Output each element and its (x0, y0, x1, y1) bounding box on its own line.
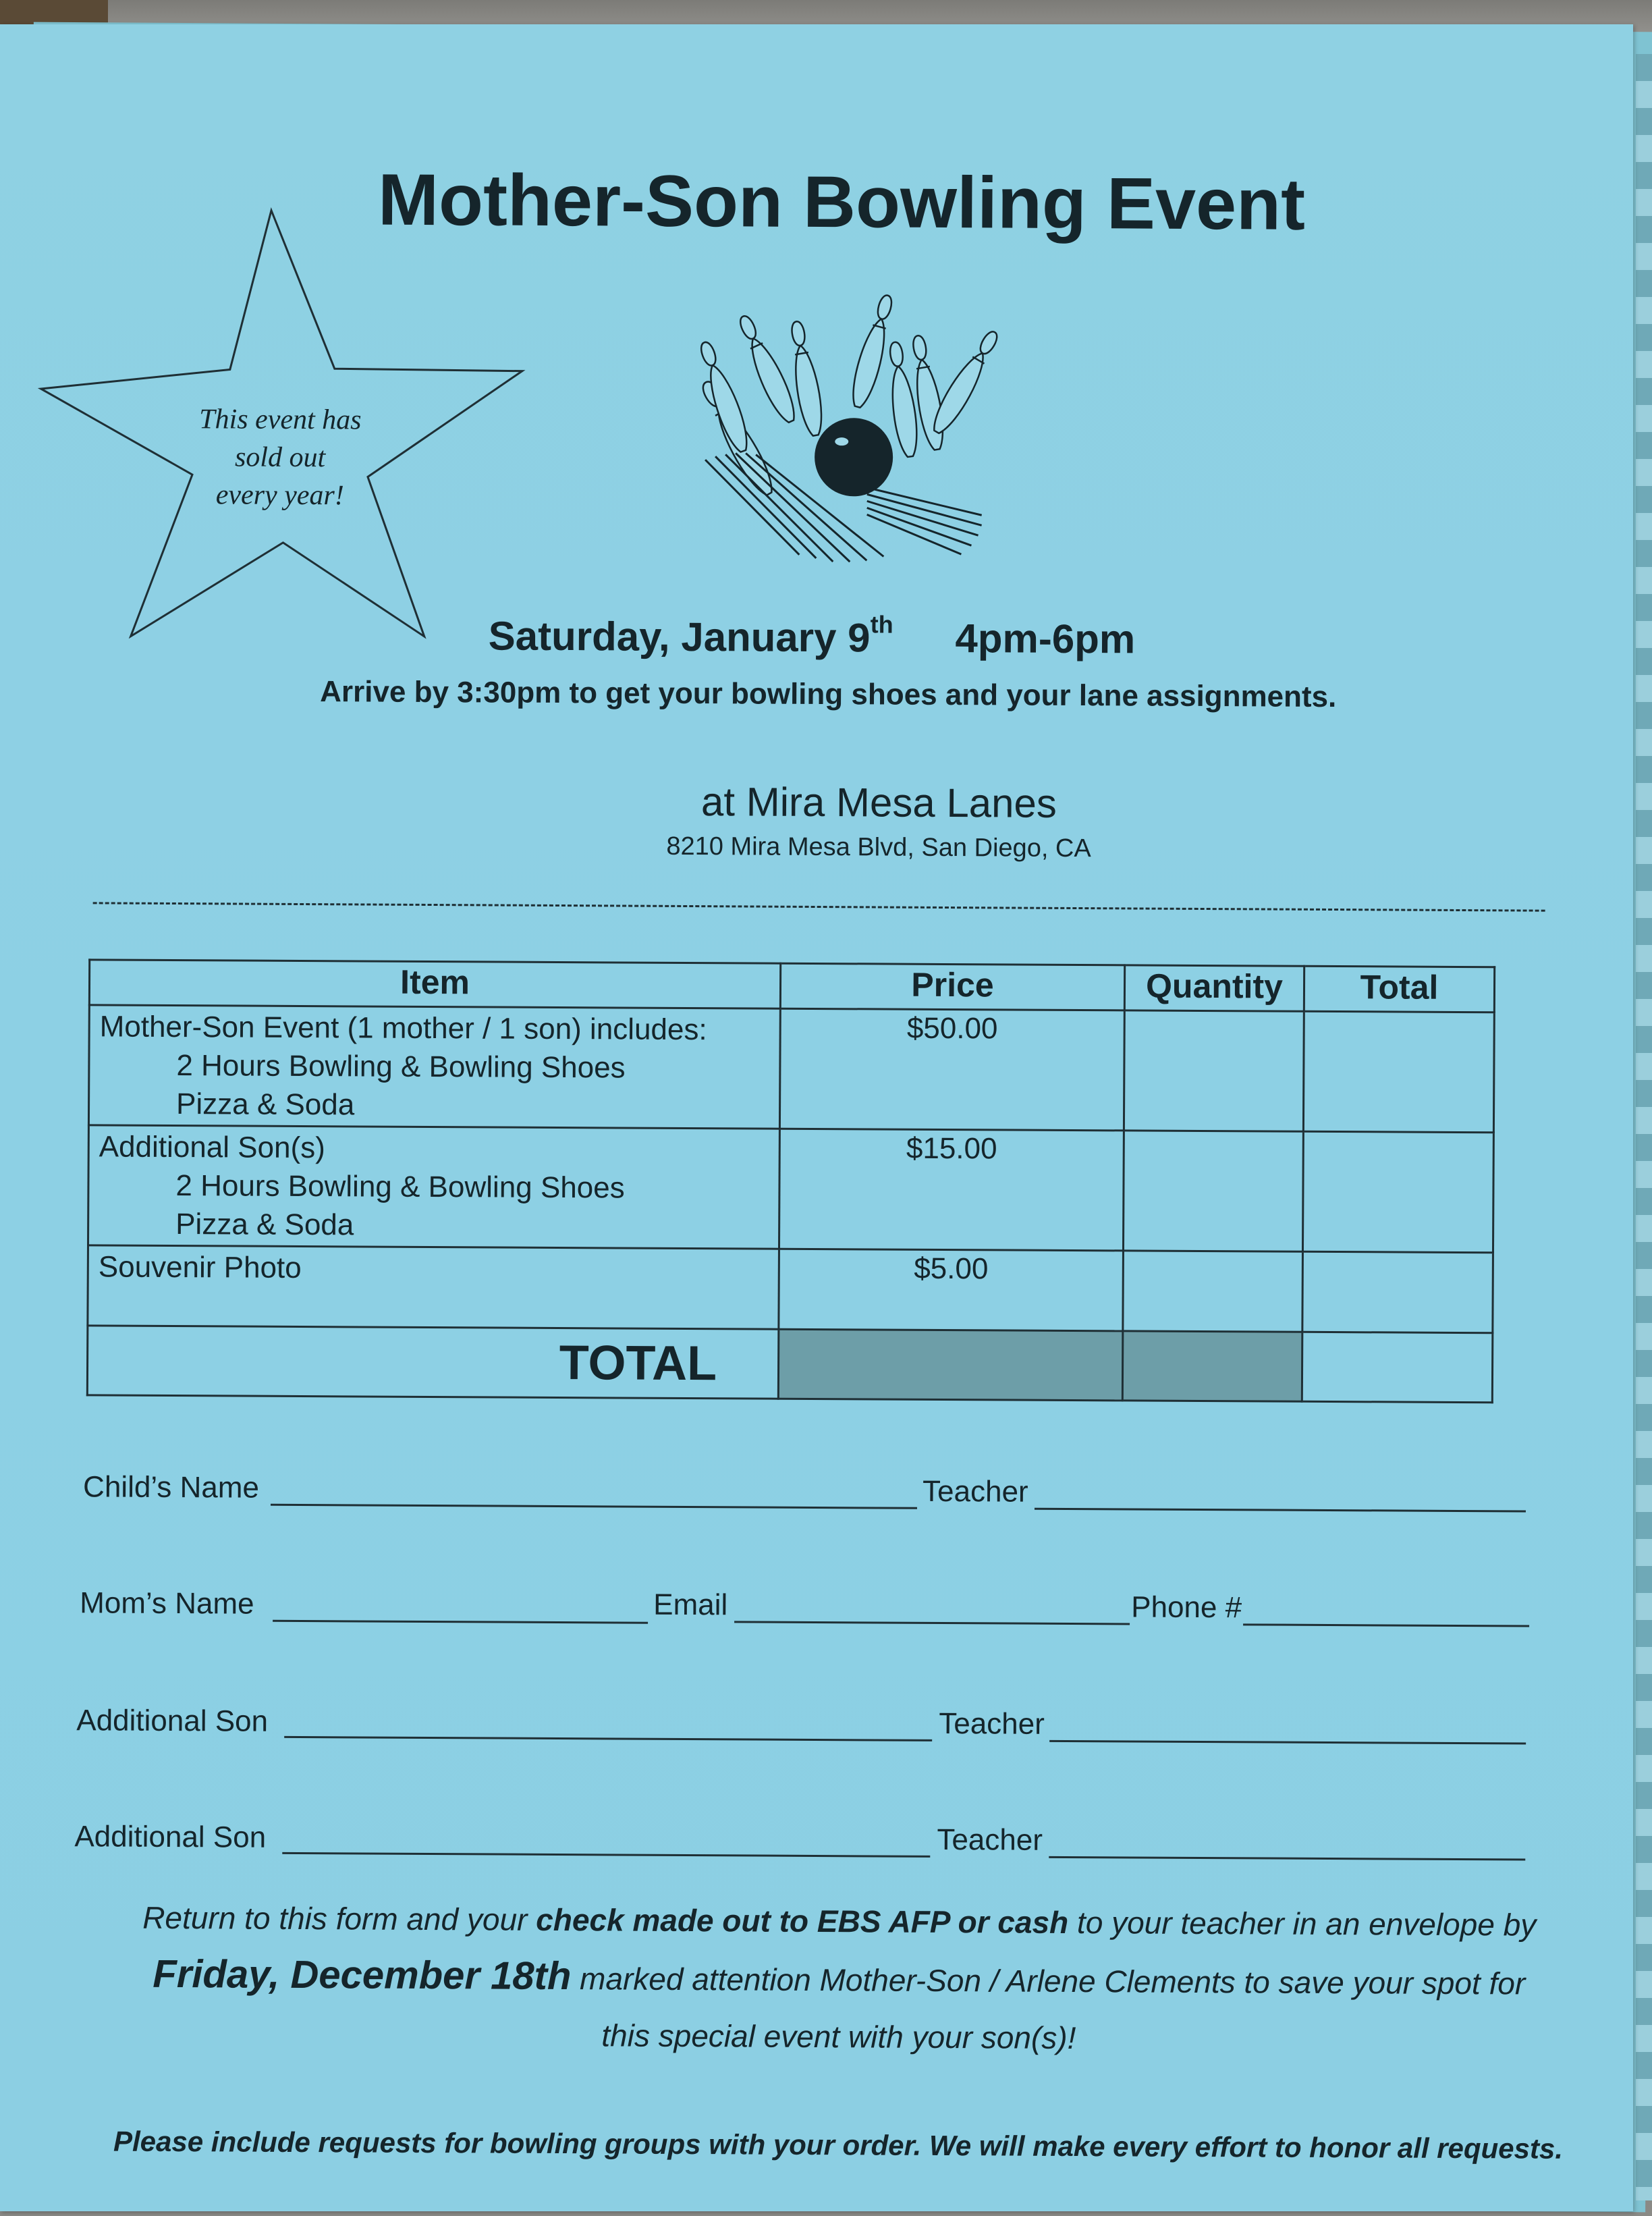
cut-line (93, 902, 1545, 911)
teacher-field[interactable] (1049, 1856, 1525, 1861)
item-cell (88, 1245, 779, 1329)
header-total: Total (1304, 966, 1494, 1012)
star-text-line: This event has (199, 404, 362, 436)
header-price: Price (780, 963, 1124, 1010)
total-cell[interactable] (1302, 1251, 1493, 1332)
item-detail: Pizza & Soda (175, 1208, 354, 1242)
shaded-cell (1122, 1331, 1302, 1401)
item-name: Additional Son(s) (99, 1130, 325, 1165)
return-instructions (63, 1889, 1616, 2069)
header-quantity: Quantity (1124, 965, 1304, 1011)
header-item: Item (89, 960, 780, 1008)
order-table (86, 958, 1495, 1403)
shaded-cell (778, 1329, 1123, 1401)
price-cell: $50.00 (779, 1008, 1124, 1131)
table-header-row (89, 960, 1494, 1012)
additional-son-field[interactable] (282, 1852, 930, 1858)
event-date-suffix: th (870, 610, 893, 639)
quantity-cell[interactable] (1124, 1010, 1304, 1131)
flyer-page (0, 24, 1633, 2211)
teacher-field[interactable] (1035, 1508, 1526, 1513)
star-badge-text (179, 400, 382, 515)
additional-son-label: Additional Son (76, 1704, 269, 1738)
child-name-label: Child’s Name (82, 1470, 260, 1505)
note-line (63, 1945, 1615, 2012)
star-badge (30, 197, 532, 659)
bowling-pins-icon (664, 291, 1016, 590)
paper-stack-edge (1636, 54, 1652, 2200)
note-text: Return to this form and your (142, 1899, 536, 1937)
additional-son-field[interactable] (284, 1736, 932, 1741)
note-text: to your teacher in an envelope by (1068, 1904, 1537, 1943)
note-line (63, 1889, 1616, 1953)
note-line: this special event with your son(s)! (601, 2018, 1076, 2056)
total-cell[interactable] (1302, 1131, 1493, 1252)
item-name: Mother-Son Event (1 mother / 1 son) includes: (99, 1010, 707, 1047)
total-cell[interactable] (1303, 1011, 1494, 1132)
child-name-field[interactable] (271, 1504, 917, 1509)
mom-name-label: Mom’s Name (80, 1586, 254, 1621)
mom-name-field[interactable] (273, 1620, 648, 1624)
venue-address: 8210 Mira Mesa Blvd, San Diego, CA (666, 832, 1091, 863)
page-title: Mother-Son Bowling Event (377, 158, 1306, 245)
venue-name: at Mira Mesa Lanes (700, 779, 1057, 826)
teacher-field[interactable] (1049, 1740, 1526, 1745)
item-detail: 2 Hours Bowling & Bowling Shoes (176, 1049, 626, 1085)
teacher-label: Teacher (922, 1474, 1028, 1509)
total-row (87, 1326, 1493, 1403)
table-row (88, 1245, 1493, 1333)
arrival-instructions: Arrive by 3:30pm to get your bowling shoes and your lane assignments. (320, 675, 1337, 714)
item-cell (88, 1125, 779, 1249)
item-detail: 2 Hours Bowling & Bowling Shoes (175, 1169, 625, 1205)
email-field[interactable] (734, 1621, 1130, 1625)
deadline-text: Friday, December 18th (153, 1951, 572, 1999)
teacher-label: Teacher (939, 1706, 1045, 1741)
event-date: Saturday, January 9 (488, 613, 871, 661)
phone-label: Phone # (1131, 1590, 1242, 1625)
price-cell: $15.00 (779, 1129, 1124, 1251)
table-row (88, 1125, 1493, 1253)
note-text: marked attention Mother-Son / Arlene Clements to save your spot for (571, 1961, 1526, 2001)
group-requests-note: Please include requests for bowling groups with your order. We will make every effort to honor all requests. (113, 2125, 1564, 2165)
item-detail: Pizza & Soda (175, 1087, 355, 1122)
grand-total-cell[interactable] (1302, 1332, 1493, 1402)
item-name: Souvenir Photo (98, 1250, 302, 1285)
additional-son-label: Additional Son (74, 1820, 267, 1854)
price-cell: $5.00 (779, 1249, 1124, 1331)
table-row (88, 1005, 1494, 1133)
phone-field[interactable] (1243, 1623, 1529, 1627)
teacher-label: Teacher (937, 1822, 1043, 1857)
item-cell (88, 1005, 780, 1129)
event-time: 4pm-6pm (955, 616, 1136, 662)
quantity-cell[interactable] (1123, 1131, 1303, 1251)
star-text-line: sold out (234, 441, 326, 474)
payment-text: check made out to EBS AFP or cash (536, 1901, 1069, 1940)
email-label: Email (653, 1588, 728, 1622)
star-text-line: every year! (215, 479, 344, 512)
quantity-cell[interactable] (1123, 1251, 1303, 1332)
total-label: TOTAL (87, 1326, 779, 1399)
event-date-time (489, 608, 1231, 663)
